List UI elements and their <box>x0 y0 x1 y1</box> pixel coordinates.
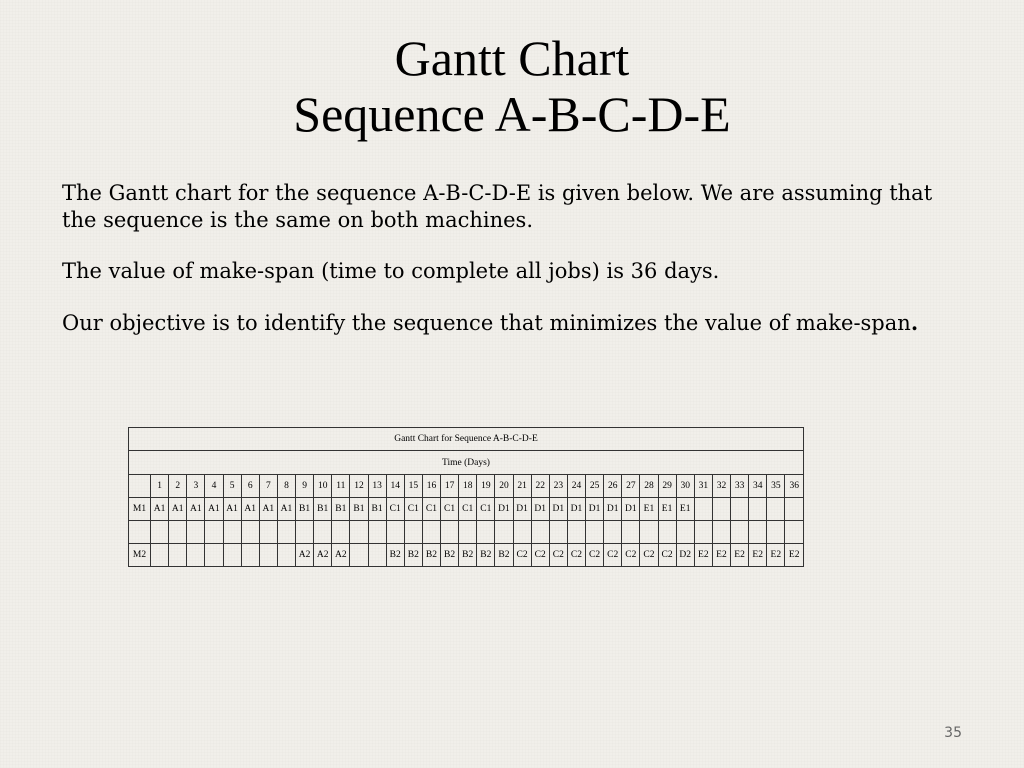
gantt-blank-cell <box>151 521 169 544</box>
gantt-m2-label: M2 <box>129 544 151 567</box>
gantt-blank-cell <box>658 521 676 544</box>
gantt-blank-cell <box>332 521 350 544</box>
gantt-day-cell: 6 <box>241 475 259 498</box>
gantt-m1-cell <box>694 498 712 521</box>
gantt-m2-cell: C2 <box>513 544 531 567</box>
gantt-m1-cell: D1 <box>513 498 531 521</box>
paragraph-makespan: The value of make-span (time to complete all jobs) is 36 days. <box>62 259 720 283</box>
gantt-day-cell: 10 <box>314 475 332 498</box>
gantt-m2-cell: C2 <box>658 544 676 567</box>
gantt-m1-cell <box>767 498 785 521</box>
gantt-day-cell: 26 <box>604 475 622 498</box>
gantt-day-cell: 18 <box>459 475 477 498</box>
gantt-m1-cell: D1 <box>622 498 640 521</box>
gantt-blank-cell <box>477 521 495 544</box>
gantt-blank-cell <box>223 521 241 544</box>
gantt-m1-cell <box>712 498 730 521</box>
slide-title <box>0 30 1024 142</box>
gantt-blank-cell <box>314 521 332 544</box>
gantt-day-cell: 28 <box>640 475 658 498</box>
gantt-m2-cell: C2 <box>549 544 567 567</box>
gantt-m2-cell <box>368 544 386 567</box>
gantt-blank-row <box>129 521 804 544</box>
gantt-day-cell: 2 <box>169 475 187 498</box>
gantt-m2-cell: A2 <box>296 544 314 567</box>
gantt-m1-cell: A1 <box>241 498 259 521</box>
gantt-day-cell: 23 <box>549 475 567 498</box>
gantt-m2-cell: E2 <box>767 544 785 567</box>
gantt-m2-cell: A2 <box>314 544 332 567</box>
gantt-m2-cell <box>241 544 259 567</box>
gantt-table-title: Gantt Chart for Sequence A-B-C-D-E <box>129 428 804 451</box>
gantt-day-cell: 31 <box>694 475 712 498</box>
gantt-m1-cell: D1 <box>549 498 567 521</box>
gantt-blank-label <box>129 521 151 544</box>
gantt-blank-cell <box>368 521 386 544</box>
gantt-m2-cell: B2 <box>495 544 513 567</box>
gantt-day-cell: 16 <box>422 475 440 498</box>
gantt-day-cell: 30 <box>676 475 694 498</box>
gantt-day-cell: 25 <box>586 475 604 498</box>
gantt-m1-cell: C1 <box>386 498 404 521</box>
gantt-m1-cell: D1 <box>531 498 549 521</box>
gantt-m2-cell: E2 <box>749 544 767 567</box>
gantt-blank-cell <box>441 521 459 544</box>
gantt-day-cell: 36 <box>785 475 804 498</box>
gantt-day-cell: 27 <box>622 475 640 498</box>
slide-title-line-2: Sequence A-B-C-D-E <box>293 86 731 142</box>
gantt-blank-cell <box>785 521 804 544</box>
gantt-m2-cell <box>223 544 241 567</box>
gantt-blank-cell <box>622 521 640 544</box>
gantt-m1-cell: E1 <box>640 498 658 521</box>
gantt-day-cell: 9 <box>296 475 314 498</box>
gantt-blank-cell <box>205 521 223 544</box>
gantt-m2-cell <box>350 544 368 567</box>
gantt-m1-cell: B1 <box>314 498 332 521</box>
gantt-blank-cell <box>459 521 477 544</box>
gantt-m1-cell <box>731 498 749 521</box>
gantt-m2-cell: E2 <box>785 544 804 567</box>
gantt-days-corner <box>129 475 151 498</box>
gantt-blank-cell <box>495 521 513 544</box>
gantt-blank-cell <box>749 521 767 544</box>
gantt-m1-cell <box>749 498 767 521</box>
gantt-m2-cell: B2 <box>441 544 459 567</box>
gantt-m2-cell: C2 <box>622 544 640 567</box>
gantt-blank-cell <box>640 521 658 544</box>
gantt-day-cell: 35 <box>767 475 785 498</box>
gantt-blank-cell <box>404 521 422 544</box>
gantt-day-cell: 17 <box>441 475 459 498</box>
gantt-m1-cell: C1 <box>422 498 440 521</box>
gantt-blank-cell <box>169 521 187 544</box>
gantt-m2-cell: C2 <box>586 544 604 567</box>
gantt-day-cell: 8 <box>277 475 295 498</box>
gantt-m1-cell: D1 <box>567 498 585 521</box>
gantt-m1-cell: A1 <box>151 498 169 521</box>
gantt-m2-cell: B2 <box>386 544 404 567</box>
gantt-day-cell: 14 <box>386 475 404 498</box>
gantt-day-cell: 13 <box>368 475 386 498</box>
slide-title-line-1: Gantt Chart <box>394 30 630 86</box>
gantt-title-row <box>129 428 804 451</box>
gantt-m1-cell: B1 <box>332 498 350 521</box>
gantt-day-cell: 1 <box>151 475 169 498</box>
gantt-blank-cell <box>513 521 531 544</box>
gantt-m1-cell: A1 <box>205 498 223 521</box>
gantt-blank-cell <box>386 521 404 544</box>
gantt-blank-cell <box>676 521 694 544</box>
gantt-m1-cell: B1 <box>350 498 368 521</box>
gantt-day-cell: 19 <box>477 475 495 498</box>
gantt-day-cell: 3 <box>187 475 205 498</box>
gantt-m1-cell: C1 <box>477 498 495 521</box>
paragraph-objective <box>62 309 962 337</box>
paragraph-objective-text: Our objective is to identify the sequence that minimizes the value of make-span <box>62 311 911 335</box>
gantt-day-cell: 4 <box>205 475 223 498</box>
gantt-blank-cell <box>549 521 567 544</box>
gantt-blank-cell <box>694 521 712 544</box>
gantt-m1-cell: E1 <box>676 498 694 521</box>
gantt-day-cell: 5 <box>223 475 241 498</box>
gantt-m1-label: M1 <box>129 498 151 521</box>
gantt-blank-cell <box>241 521 259 544</box>
gantt-m2-cell <box>259 544 277 567</box>
gantt-day-cell: 29 <box>658 475 676 498</box>
gantt-m2-cell <box>151 544 169 567</box>
gantt-table <box>128 427 804 567</box>
gantt-blank-cell <box>731 521 749 544</box>
gantt-m1-cell: A1 <box>259 498 277 521</box>
gantt-day-cell: 12 <box>350 475 368 498</box>
gantt-blank-cell <box>259 521 277 544</box>
gantt-m2-cell <box>277 544 295 567</box>
gantt-m1-cell: A1 <box>277 498 295 521</box>
gantt-m1-cell: B1 <box>296 498 314 521</box>
gantt-machine-2-row <box>129 544 804 567</box>
gantt-time-label: Time (Days) <box>129 451 804 475</box>
gantt-m2-cell: C2 <box>640 544 658 567</box>
gantt-day-cell: 7 <box>259 475 277 498</box>
gantt-day-cell: 15 <box>404 475 422 498</box>
gantt-blank-cell <box>604 521 622 544</box>
gantt-m2-cell <box>169 544 187 567</box>
gantt-m1-cell: D1 <box>586 498 604 521</box>
gantt-day-cell: 20 <box>495 475 513 498</box>
gantt-blank-cell <box>296 521 314 544</box>
gantt-blank-cell <box>277 521 295 544</box>
gantt-m2-cell: B2 <box>404 544 422 567</box>
gantt-m2-cell: E2 <box>731 544 749 567</box>
gantt-m2-cell: D2 <box>676 544 694 567</box>
gantt-m2-cell: B2 <box>459 544 477 567</box>
gantt-m2-cell: C2 <box>604 544 622 567</box>
gantt-m1-cell: A1 <box>187 498 205 521</box>
gantt-m2-cell: C2 <box>531 544 549 567</box>
gantt-m2-cell: B2 <box>477 544 495 567</box>
gantt-m2-cell: E2 <box>694 544 712 567</box>
slide-body <box>62 180 962 361</box>
gantt-m1-cell: A1 <box>169 498 187 521</box>
gantt-blank-cell <box>531 521 549 544</box>
gantt-days-row <box>129 475 804 498</box>
gantt-m1-cell: B1 <box>368 498 386 521</box>
gantt-m2-cell: A2 <box>332 544 350 567</box>
gantt-m1-cell <box>785 498 804 521</box>
gantt-m2-cell: C2 <box>567 544 585 567</box>
gantt-m2-cell <box>205 544 223 567</box>
gantt-m2-cell: B2 <box>422 544 440 567</box>
page-number: 35 <box>944 725 962 741</box>
gantt-blank-cell <box>350 521 368 544</box>
gantt-day-cell: 21 <box>513 475 531 498</box>
gantt-m1-cell: D1 <box>604 498 622 521</box>
gantt-blank-cell <box>586 521 604 544</box>
paragraph-objective-period: . <box>910 310 919 335</box>
gantt-m1-cell: D1 <box>495 498 513 521</box>
gantt-day-cell: 24 <box>567 475 585 498</box>
gantt-m1-cell: C1 <box>441 498 459 521</box>
gantt-day-cell: 32 <box>712 475 730 498</box>
paragraph-intro: The Gantt chart for the sequence A-B-C-D-E is given below. We are assuming that the sequence is the same on both machines. <box>62 181 933 232</box>
gantt-day-cell: 22 <box>531 475 549 498</box>
gantt-machine-1-row <box>129 498 804 521</box>
gantt-time-row <box>129 451 804 475</box>
gantt-blank-cell <box>187 521 205 544</box>
gantt-m1-cell: E1 <box>658 498 676 521</box>
gantt-day-cell: 11 <box>332 475 350 498</box>
gantt-blank-cell <box>567 521 585 544</box>
gantt-blank-cell <box>712 521 730 544</box>
gantt-day-cell: 34 <box>749 475 767 498</box>
gantt-blank-cell <box>422 521 440 544</box>
gantt-m2-cell: E2 <box>712 544 730 567</box>
gantt-blank-cell <box>767 521 785 544</box>
gantt-m1-cell: C1 <box>404 498 422 521</box>
gantt-m1-cell: A1 <box>223 498 241 521</box>
gantt-day-cell: 33 <box>731 475 749 498</box>
gantt-m1-cell: C1 <box>459 498 477 521</box>
gantt-m2-cell <box>187 544 205 567</box>
